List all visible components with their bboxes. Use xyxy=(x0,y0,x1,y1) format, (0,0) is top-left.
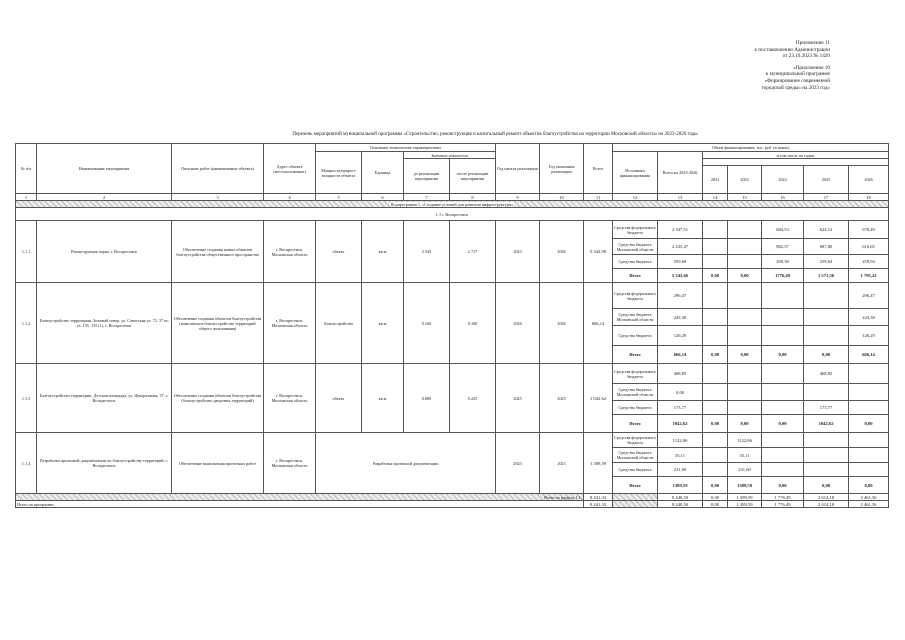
measure-end-year: 2023 xyxy=(540,433,584,494)
header-total: Всего xyxy=(584,144,613,194)
finance-year-value: 0,00 xyxy=(728,415,762,433)
total-amount: 8 440,50 xyxy=(658,501,703,508)
finance-amount: 2 435,47 xyxy=(658,239,703,255)
finance-year-value: 209,39 xyxy=(762,255,804,269)
header-capacity: Мощность/прирост мощности объекта xyxy=(316,152,362,194)
finance-year-value: 0,00 xyxy=(762,415,804,433)
finance-year-value xyxy=(728,326,762,346)
total-all: 8 441,33 xyxy=(584,501,613,508)
finance-year-value: 0,00 xyxy=(804,477,849,494)
finance-year-value: 678,49 xyxy=(849,221,889,239)
finance-year-value xyxy=(703,239,728,255)
finance-year-value xyxy=(804,433,849,448)
finance-amount: 1042,62 xyxy=(658,415,703,433)
finance-year-value: 35,11 xyxy=(728,448,762,463)
measure-after: 2 717 xyxy=(450,221,496,283)
finance-amount: 2 347,51 xyxy=(658,221,703,239)
total-year-value: 1 776,49 xyxy=(762,501,804,508)
finance-year-value xyxy=(762,463,804,477)
measure-name: Благоустройство территории, Зеленый сквер, ул. Советская ул. 72, 37 по ул. 135, 135 (1), г. Воскресенск xyxy=(37,283,172,364)
finance-year-value xyxy=(728,364,762,384)
col-number: 8 xyxy=(450,194,496,201)
table-row xyxy=(16,221,889,239)
annex-line: «Приложение 10 xyxy=(793,64,830,71)
finance-year-value xyxy=(703,309,728,326)
finance-year-value xyxy=(728,221,762,239)
finance-source: Итого xyxy=(613,269,658,283)
finance-amount: 35,11 xyxy=(658,448,703,463)
measure-total: 1 389,59 xyxy=(584,433,613,494)
total-row xyxy=(16,494,889,501)
document-title: Перечень мероприятий муниципальной программы «Строительство, реконструкция и капитальный ремонт объектов благоустройства на территории Московской области» на 2023-2026 годы xyxy=(292,132,698,137)
finance-year-value xyxy=(728,309,762,326)
total-year-value: 1 389,59 xyxy=(728,501,762,508)
finance-amount: 1389,59 xyxy=(658,477,703,494)
measures-table xyxy=(15,143,889,508)
finance-year-value: 243,38 xyxy=(849,309,889,326)
measure-unit: кв.м xyxy=(362,283,404,364)
col-number: 6 xyxy=(362,194,404,201)
measure-before: 0,160 xyxy=(404,283,450,364)
total-label: Итого по программе: xyxy=(16,501,584,508)
finance-amount: 296,47 xyxy=(658,283,703,309)
finance-year-value xyxy=(804,384,849,401)
finance-year-value xyxy=(703,384,728,401)
finance-year-value xyxy=(762,384,804,401)
finance-year-value: 624,12 xyxy=(804,221,849,239)
measure-purpose: Обеспечение создания объектов благоустройства (комплексное благоустройство территорий общего пользования) xyxy=(172,283,264,364)
finance-year-value xyxy=(804,309,849,326)
measure-purpose: Обеспечение выполнения проектных работ xyxy=(172,433,264,494)
finance-year-value xyxy=(762,364,804,384)
finance-year-value: 666,14 xyxy=(849,346,889,364)
finance-source: Средства бюджета Московской области xyxy=(613,448,658,463)
table-row xyxy=(16,433,889,448)
col-number: 4 xyxy=(264,194,316,201)
measure-capacity: объект xyxy=(316,221,362,283)
finance-year-value xyxy=(703,433,728,448)
measure-purpose: Обеспечение создания новых объектов благоустройства общественного пространства xyxy=(172,221,264,283)
measure-end-year: 2026 xyxy=(540,283,584,364)
measure-start-year: 2023 xyxy=(496,433,540,494)
measure-address: г. Воскресенск, Московская область xyxy=(264,221,316,283)
annex-line: к муниципальной программе xyxy=(765,71,830,78)
measure-end-year: 2026 xyxy=(540,221,584,283)
measure-before: 0,080 xyxy=(404,364,450,433)
table-body xyxy=(16,201,889,508)
finance-source: Средства федерального бюджета xyxy=(613,283,658,309)
finance-year-value: 0,00 xyxy=(728,269,762,283)
header-name: Наименование мероприятия xyxy=(37,144,172,194)
row-number: 1.1.2 xyxy=(16,283,37,364)
finance-source: Средства бюджета Московской области xyxy=(613,309,658,326)
total-label: Всего по разделу 1.1: xyxy=(16,494,584,501)
finance-year-value: 1776,49 xyxy=(762,269,804,283)
total-year-value: 2 461,36 xyxy=(849,494,889,501)
measure-start-year: 2026 xyxy=(496,283,540,364)
measure-name: Благоустройство территории, Детская площадка, ул. Центральная, 37, г. Воскресенск xyxy=(37,364,172,433)
header-tech: Основные технические характеристики xyxy=(316,144,496,152)
finance-year-value xyxy=(849,463,889,477)
annex-block xyxy=(655,40,830,91)
finance-year-value xyxy=(762,433,804,448)
col-number: 7 xyxy=(404,194,450,201)
annex-line: городской среды» на 2023 год» xyxy=(761,84,830,91)
total-row xyxy=(16,501,889,508)
measure-capacity: объект xyxy=(316,364,362,433)
finance-year-value: 296,47 xyxy=(849,283,889,309)
measure-total: 666,14 xyxy=(584,283,613,364)
finance-year-value xyxy=(703,463,728,477)
measure-unit: кв.м xyxy=(362,221,404,283)
col-number: 12 xyxy=(613,194,658,201)
finance-amount: 231,60 xyxy=(658,463,703,477)
header-start: Год начала реализации xyxy=(496,144,540,194)
finance-source: Средства бюджета xyxy=(613,463,658,477)
header-amount: Всего на 2023-2026 xyxy=(658,152,703,194)
total-year-value: 1 389,59 xyxy=(728,494,762,501)
finance-year-value: 0,00 xyxy=(849,477,889,494)
finance-year-value xyxy=(849,364,889,384)
finance-source: Итого xyxy=(613,346,658,364)
measure-name: Разработка проектной документации по благоустройству территорий, г. Воскресенск xyxy=(37,433,172,494)
finance-source: Итого xyxy=(613,477,658,494)
measure-start-year: 2025 xyxy=(496,364,540,433)
table-row xyxy=(16,364,889,384)
finance-year-value: 1042,62 xyxy=(804,415,849,433)
finance-year-value: 0,00 xyxy=(728,346,762,364)
header-year: 2024 xyxy=(762,166,804,194)
col-number: 14 xyxy=(703,194,728,201)
col-number: 9 xyxy=(496,194,540,201)
measure-after: 0,160 xyxy=(450,283,496,364)
section-title-text: Подпрограмма 1. «Создание условий для развития инфраструктуры» xyxy=(390,201,514,207)
finance-year-value: 1 795,22 xyxy=(849,269,889,283)
finance-year-value xyxy=(762,326,804,346)
header-years-group: в том числе по годам xyxy=(703,152,889,159)
finance-year-value xyxy=(703,255,728,269)
finance-year-value xyxy=(804,326,849,346)
finance-amount: 5 342,66 xyxy=(658,269,703,283)
finance-year-value: 259,94 xyxy=(849,255,889,269)
total-year-value: 2 461,36 xyxy=(849,501,889,508)
finance-year-value xyxy=(703,401,728,415)
total-all: 8 441,33 xyxy=(584,494,613,501)
finance-amount: 126,29 xyxy=(658,326,703,346)
header-year: 2025 xyxy=(804,166,849,194)
col-number: 18 xyxy=(849,194,889,201)
finance-amount: 173,77 xyxy=(658,401,703,415)
measure-capacity: благоустройство xyxy=(316,283,362,364)
measure-total: 1 042,62 xyxy=(584,364,613,433)
finance-year-value: 0,00 xyxy=(762,346,804,364)
col-number: 17 xyxy=(804,194,849,201)
header-purpose: Описание работ (наименование объекта) xyxy=(172,144,264,194)
total-year-value: 2 614,18 xyxy=(804,494,849,501)
finance-year-value xyxy=(804,463,849,477)
finance-year-value xyxy=(849,384,889,401)
finance-year-value xyxy=(762,401,804,415)
finance-year-value xyxy=(762,448,804,463)
table-row xyxy=(16,283,889,309)
col-number: 11 xyxy=(584,194,613,201)
finance-year-value: 616,65 xyxy=(849,239,889,255)
finance-source: Средства бюджета xyxy=(613,326,658,346)
col-number: 13 xyxy=(658,194,703,201)
finance-source: Средства бюджета xyxy=(613,401,658,415)
finance-year-value xyxy=(762,283,804,309)
finance-year-value xyxy=(703,448,728,463)
row-number: 1.1.1 xyxy=(16,221,37,283)
measure-unit: кв.м xyxy=(362,364,404,433)
col-number: 2 xyxy=(37,194,172,201)
total-amount: 8 440,50 xyxy=(658,494,703,501)
finance-source: Средства бюджета Московской области xyxy=(613,384,658,401)
finance-year-value xyxy=(849,433,889,448)
annex-line: «Формирование современной xyxy=(764,77,830,84)
finance-year-value xyxy=(728,255,762,269)
col-number: 16 xyxy=(762,194,804,201)
finance-year-value: 1122,86 xyxy=(728,433,762,448)
header-finance: Объем финансирования, тыс. руб. (в ценах) xyxy=(613,144,889,152)
section-title xyxy=(16,201,889,208)
finance-year-value: 0,00 xyxy=(703,269,728,283)
finance-year-value: 687,80 xyxy=(804,239,849,255)
row-number: 1.1.4 xyxy=(16,433,37,494)
header-end: Год окончания реализации xyxy=(540,144,584,194)
finance-year-value: 173,77 xyxy=(804,401,849,415)
finance-year-value: 1 571,56 xyxy=(804,269,849,283)
header-year: 2022 xyxy=(703,166,728,194)
finance-year-value: 0,00 xyxy=(703,415,728,433)
finance-amount: 243,38 xyxy=(658,309,703,326)
header-after: после реализации мероприятия xyxy=(450,159,496,194)
finance-year-value: 882,57 xyxy=(762,239,804,255)
header-unit: Единица xyxy=(362,152,404,194)
measure-address: г. Воскресенск, Московская область xyxy=(264,433,316,494)
header-year: 2026 xyxy=(849,166,889,194)
finance-source: Средства бюджета xyxy=(613,255,658,269)
finance-year-value xyxy=(849,448,889,463)
col-number: 5 xyxy=(316,194,362,201)
finance-year-value xyxy=(703,221,728,239)
finance-year-value xyxy=(728,239,762,255)
finance-source: Средства федерального бюджета xyxy=(613,364,658,384)
finance-year-value: 0,00 xyxy=(762,477,804,494)
measure-total: 5 342,98 xyxy=(584,221,613,283)
measure-name: Реконструкция парка, г. Воскресенск xyxy=(37,221,172,283)
finance-year-value: 259,64 xyxy=(804,255,849,269)
finance-amount: 559,68 xyxy=(658,255,703,269)
measure-purpose: Обеспечение создания объектов благоустройства (благоустройство дворовых территорий) xyxy=(172,364,264,433)
col-number: 1 xyxy=(16,194,37,201)
finance-amount: 468,85 xyxy=(658,364,703,384)
finance-year-value: 684,53 xyxy=(762,221,804,239)
row-number: 1.1.3 xyxy=(16,364,37,433)
finance-year-value: 0,00 xyxy=(804,346,849,364)
finance-year-value: 0,00 xyxy=(703,346,728,364)
finance-year-value xyxy=(728,401,762,415)
col-number: 3 xyxy=(172,194,264,201)
total-year-value: 2 614,18 xyxy=(804,501,849,508)
finance-amount: 0,00 xyxy=(658,384,703,401)
finance-year-value xyxy=(728,384,762,401)
finance-year-value xyxy=(728,283,762,309)
finance-year-value: 126,29 xyxy=(849,326,889,346)
finance-year-value xyxy=(762,309,804,326)
finance-source: Средства федерального бюджета xyxy=(613,433,658,448)
finance-amount: 1122,86 xyxy=(658,433,703,448)
finance-amount: 666,14 xyxy=(658,346,703,364)
measure-end-year: 2025 xyxy=(540,364,584,433)
total-year-value: 0,00 xyxy=(703,494,728,501)
total-year-value: 0,00 xyxy=(703,501,728,508)
measure-start-year: 2023 xyxy=(496,221,540,283)
finance-year-value: 0,00 xyxy=(703,477,728,494)
header-before: до реализации мероприятия xyxy=(404,159,450,194)
finance-year-value xyxy=(703,283,728,309)
finance-year-value xyxy=(849,401,889,415)
measure-after: 0,225 xyxy=(450,364,496,433)
annex-line: Приложение 11 xyxy=(795,40,830,46)
finance-year-value xyxy=(804,283,849,309)
total-source-empty xyxy=(613,494,658,501)
finance-source: Итого xyxy=(613,415,658,433)
measure-address: г. Воскресенск, Московская область xyxy=(264,283,316,364)
header-source: Источники финансирования xyxy=(613,152,658,194)
finance-year-value xyxy=(703,326,728,346)
measure-merged-note: Разработка проектной документации xyxy=(316,433,496,494)
annex-line: к постановлению Администрации xyxy=(754,46,830,53)
header-address: Адрес объекта (местоположение) xyxy=(264,144,316,194)
measure-address: г. Воскресенск, Московская область xyxy=(264,364,316,433)
subsection-title: 1.1 г. Воскресенск xyxy=(16,208,889,221)
measure-before: 2 545 xyxy=(404,221,450,283)
finance-year-value xyxy=(804,448,849,463)
finance-year-value: 0,00 xyxy=(849,415,889,433)
finance-year-value: 468,85 xyxy=(804,364,849,384)
finance-year-value: 231,60 xyxy=(728,463,762,477)
col-number: 15 xyxy=(728,194,762,201)
finance-source: Средства бюджета Московской области xyxy=(613,239,658,255)
total-year-value: 1 776,49 xyxy=(762,494,804,501)
finance-year-value xyxy=(703,364,728,384)
annex-line: от 23.10.2023 № 1420 xyxy=(782,53,830,60)
total-source-empty xyxy=(613,501,658,508)
finance-year-value: 1389,59 xyxy=(728,477,762,494)
header-incl: Значение показателя xyxy=(404,152,496,159)
header-year: 2023 xyxy=(728,166,762,194)
col-number: 10 xyxy=(540,194,584,201)
header-n: № п/п xyxy=(16,144,37,194)
finance-source: Средства федерального бюджета xyxy=(613,221,658,239)
